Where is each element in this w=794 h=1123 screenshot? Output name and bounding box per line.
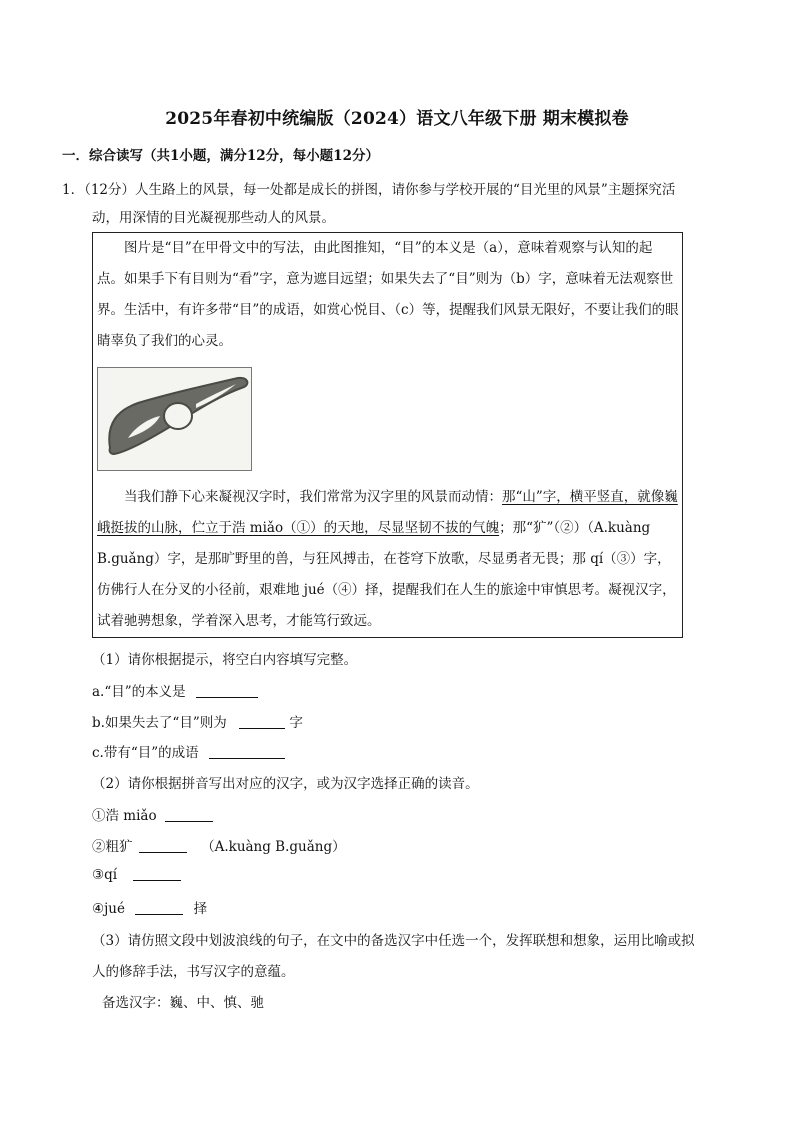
sub-question-1c: [92, 741, 285, 761]
oracle-bone-eye-glyph-icon: [98, 368, 251, 470]
oracle-bone-eye-image: [97, 367, 252, 471]
sub-question-1a: [92, 680, 258, 700]
answer-blank-1[interactable]: [165, 807, 213, 822]
sub-question-2-prompt: （2）请你根据拼音写出对应的汉字，或为汉字选择正确的读音。: [92, 776, 479, 792]
section-heading: 一．综合读写（共1小题，满分12分，每小题12分）: [62, 148, 379, 164]
sub-question-2-item-1: [92, 804, 213, 824]
item-3-label: ③qí: [92, 867, 118, 883]
sub-question-3-line2: 人的修辞手法，书写汉字的意蕴。: [92, 964, 295, 980]
answer-blank-a[interactable]: [196, 683, 258, 698]
wavy-underlined-sentence: 那“山”字，横平竖直，就像巍峨挺拔的山脉，伫立于浩 miǎo（①）的天地，尽显坚韧不拔的气魄: [97, 489, 678, 536]
item-4-label: ④jué: [92, 901, 125, 917]
answer-blank-3[interactable]: [133, 866, 181, 881]
item-4-suffix: 择: [193, 901, 208, 917]
sub-question-1c-label: c.带有“目”的成语: [92, 745, 199, 761]
sub-question-1b: [92, 711, 303, 731]
candidate-characters: 备选汉字：巍、中、慎、驰: [102, 995, 264, 1011]
item-1-label: ①浩 miǎo: [92, 808, 157, 824]
question-stem-line2: 动，用深情的目光凝视那些动人的风景。: [92, 210, 335, 226]
sub-question-1b-suffix: 字: [289, 715, 303, 731]
sub-question-1b-label: b.如果失去了“目”则为: [92, 715, 227, 731]
passage-paragraph-2-end: ；那“犷”（②）（A.kuàng B.guǎng）字，是那旷野里的兽，与狂风搏击，在苍穹下放歌，尽显勇者无畏；那 qí（③）字，仿佛行人在分叉的小径前，艰难地 jué（④）择，提醒我们在人生的旅途中审慎思考。凝视汉字，试着驰骋想象，学着深入思考，才能笃行致远。: [97, 520, 676, 629]
reading-passage-box: [92, 232, 683, 638]
answer-blank-2[interactable]: [139, 838, 187, 853]
answer-blank-4[interactable]: [135, 900, 183, 915]
item-2-label: ②粗犷: [92, 839, 133, 855]
question-stem-line1: 1．（12分）人生路上的风景，每一处都是成长的拼图，请你参与学校开展的“目光里的风景”主题探究活: [62, 182, 676, 198]
answer-blank-c[interactable]: [209, 744, 285, 759]
page-title: 2025年春初中统编版（2024）语文八年级下册 期末模拟卷: [165, 109, 629, 129]
sub-question-2-item-3: [92, 866, 181, 883]
passage-paragraph-2: [97, 482, 679, 637]
sub-question-2-item-2: [92, 835, 346, 855]
sub-question-3-line1: （3）请仿照文段中划波浪线的句子，在文中的备选汉字中任选一个，发挥联想和想象，运用比喻或拟: [92, 933, 695, 949]
sub-question-2-item-4: [92, 897, 207, 917]
item-2-options: （A.kuàng B.guǎng）: [201, 839, 346, 855]
answer-blank-b[interactable]: [239, 714, 285, 729]
sub-question-1a-label: a.“目”的本义是: [92, 684, 186, 700]
sub-question-1-prompt: （1）请你根据提示，将空白内容填写完整。: [92, 652, 358, 668]
passage-paragraph-2-start: 当我们静下心来凝视汉字时，我们常常为汉字里的风景而动情：: [124, 489, 502, 505]
passage-paragraph-1: 图片是“目”在甲骨文中的写法，由此图推知，“目”的本义是（a），意味着观察与认知的起点。如果手下有目则为“看”字，意为遮目远望；如果失去了“目”则为（b）字，意味着无法观察世界。生活中，有许多带“目”的成语，如赏心悦目、（c）等，提醒我们风景无限好，不要让我们的眼睛辜负了我们的心灵。: [97, 240, 679, 349]
